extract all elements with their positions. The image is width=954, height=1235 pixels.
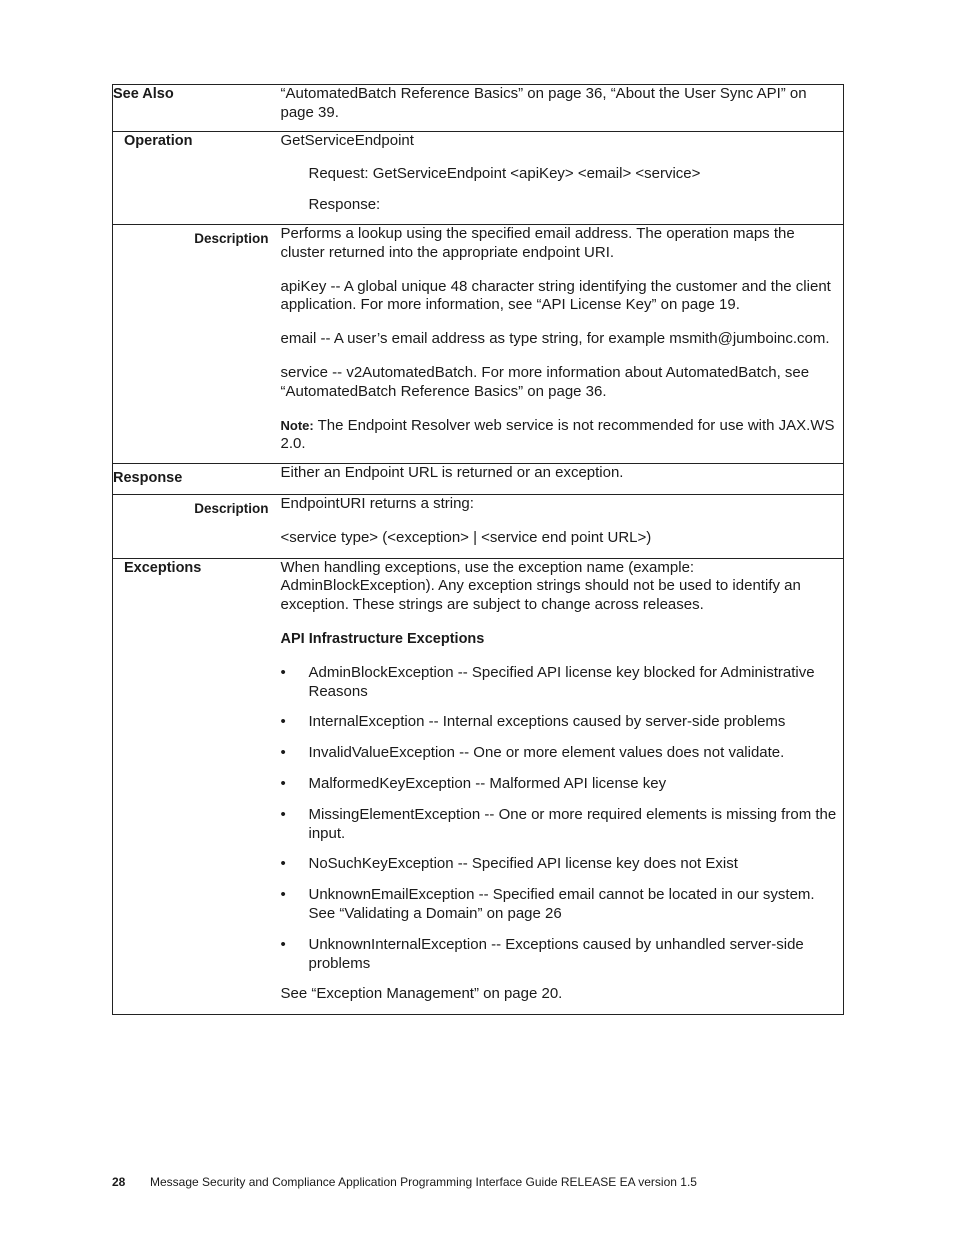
row-see-also bbox=[113, 85, 844, 132]
api-reference-table bbox=[112, 84, 844, 1015]
see-also-label: See Also bbox=[113, 85, 281, 132]
operation-label: Operation bbox=[113, 131, 281, 224]
response-description-label: Description bbox=[113, 494, 281, 558]
row-operation-description bbox=[113, 224, 844, 463]
exceptions-cell bbox=[281, 558, 844, 1015]
response-cell bbox=[281, 464, 844, 495]
operation-description-p1: Performs a lookup using the specified email address. The operation maps the cluster returned into the appropriate endpoint URI. bbox=[280, 224, 795, 261]
note-text: The Endpoint Resolver web service is not recommended for use with JAX.WS 2.0. bbox=[280, 416, 835, 453]
see-also-text: “AutomatedBatch Reference Basics” on page 36, “About the User Sync API” on page 39. bbox=[280, 85, 807, 121]
operation-description-apikey: apiKey -- A global unique 48 character string identifying the customer and the client application. For more information, see “API License Key” on page 19. bbox=[280, 277, 831, 314]
page-number: 28 bbox=[112, 1175, 126, 1189]
response-label: Response bbox=[113, 464, 281, 495]
response-description-p1: EndpointURI returns a string: bbox=[280, 494, 474, 512]
exceptions-subheading: API Infrastructure Exceptions bbox=[280, 630, 485, 647]
bullet-icon: • bbox=[280, 886, 286, 904]
bullet-icon: • bbox=[280, 744, 286, 762]
bullet-icon: • bbox=[280, 935, 286, 953]
bullet-icon: • bbox=[280, 855, 286, 873]
list-item: • NoSuchKeyException -- Specified API license key does not Exist bbox=[280, 855, 738, 873]
operation-response: Response: bbox=[308, 196, 381, 214]
exceptions-intro: When handling exceptions, use the exception name (example: AdminBlockException). Any exception strings should not be used to identify an exception. These strings are subject to change across releases. bbox=[280, 558, 801, 614]
list-item: • UnknownEmailException -- Specified email cannot be located in our system. See “Validating a Domain” on page 26 bbox=[280, 886, 815, 922]
bullet-icon: • bbox=[280, 774, 286, 792]
operation-description-cell bbox=[281, 224, 844, 463]
operation-description-service: service -- v2AutomatedBatch. For more information about AutomatedBatch, see “AutomatedBatch Reference Basics” on page 36. bbox=[280, 363, 810, 400]
operation-description-email: email -- A user’s email address as type string, for example msmith@jumboinc.com. bbox=[280, 330, 830, 348]
bullet-icon: • bbox=[280, 713, 286, 731]
document-title: Message Security and Compliance Application Programming Interface Guide RELEASE EA version 1.5 bbox=[150, 1175, 697, 1189]
row-response bbox=[113, 464, 844, 495]
operation-description-note bbox=[281, 417, 844, 455]
bullet-icon: • bbox=[280, 663, 286, 681]
response-description-format: <service type> (<exception> | <service end point URL>) bbox=[280, 528, 652, 546]
list-item: • UnknownInternalException -- Exceptions caused by unhandled server-side problems bbox=[280, 935, 804, 972]
exceptions-see-also: See “Exception Management” on page 20. bbox=[280, 985, 563, 1003]
list-item: • MalformedKeyException -- Malformed API license key bbox=[280, 774, 667, 792]
response-text: Either an Endpoint URL is returned or an exception. bbox=[280, 464, 624, 482]
operation-request: Request: GetServiceEndpoint <apiKey> <email> <service> bbox=[308, 165, 701, 183]
row-exceptions bbox=[113, 558, 844, 1015]
row-response-description bbox=[113, 494, 844, 558]
bullet-icon: • bbox=[280, 805, 286, 823]
operation-description-label: Description bbox=[113, 224, 281, 463]
list-item: • InternalException -- Internal exceptions caused by server-side problems bbox=[280, 713, 786, 731]
operation-cell bbox=[281, 131, 844, 224]
note-label: Note: bbox=[280, 417, 314, 433]
exceptions-label: Exceptions bbox=[113, 558, 281, 1015]
response-description-cell bbox=[281, 494, 844, 558]
see-also-cell bbox=[281, 85, 844, 132]
row-operation bbox=[113, 131, 844, 224]
list-item: • InvalidValueException -- One or more element values does not validate. bbox=[280, 744, 785, 762]
operation-name: GetServiceEndpoint bbox=[280, 131, 414, 149]
list-item: • AdminBlockException -- Specified API license key blocked for Administrative Reasons bbox=[280, 663, 815, 700]
exceptions-list bbox=[281, 664, 844, 974]
page-footer bbox=[112, 1174, 697, 1190]
list-item: • MissingElementException -- One or more required elements is missing from the input. bbox=[280, 805, 837, 842]
